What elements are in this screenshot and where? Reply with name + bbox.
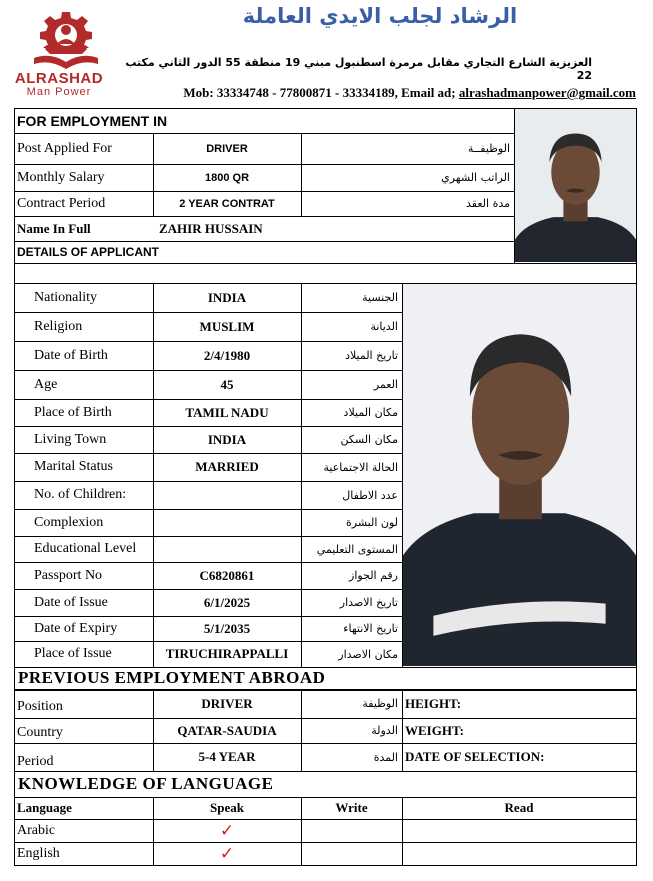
- prev-position-label-arabic: الوظيفة: [362, 697, 398, 710]
- contract-period-label: Contract Period: [17, 195, 106, 211]
- complexion-label: Complexion: [34, 514, 104, 530]
- prev-country-label: Country: [17, 725, 63, 740]
- date-of-expiry-value: 5/1/2035: [203, 620, 251, 636]
- post-applied-label: Post Applied For: [17, 140, 112, 156]
- section-details-title: DETAILS OF APPLICANT: [17, 245, 159, 259]
- place-of-issue-label-arabic: مكان الاصدار: [338, 647, 398, 661]
- english-read-value: [402, 842, 636, 865]
- place-of-birth-label-arabic: مكان الميلاد: [343, 406, 398, 419]
- height-label: HEIGHT:: [405, 695, 462, 711]
- arabic-write-value: [301, 819, 402, 842]
- religion-label: Religion: [34, 318, 83, 334]
- date-of-issue-label: Date of Issue: [34, 594, 108, 610]
- date-of-birth-label: Date of Birth: [34, 347, 108, 363]
- contract-period-label-arabic: مدة العقد: [466, 197, 510, 210]
- prev-period-label-arabic: المدة: [373, 750, 398, 764]
- prev-period-value: 5-4 YEAR: [198, 749, 256, 764]
- full-name-value: ZAHIR HUSSAIN: [159, 220, 263, 236]
- date-of-issue-label-arabic: تاريخ الاصدار: [339, 596, 398, 609]
- full-name-label: Name In Full: [17, 220, 91, 236]
- passport-no-value: C6820861: [199, 567, 255, 583]
- living-town-value: INDIA: [207, 431, 247, 447]
- language-english-label: English: [17, 845, 60, 861]
- date-of-selection-label: DATE OF SELECTION:: [405, 749, 545, 764]
- marital-status-label: Marital Status: [34, 459, 113, 474]
- nationality-value: INDIA: [207, 289, 247, 305]
- age-value: 45: [220, 376, 234, 392]
- marital-status-label-arabic: الحالة الاجتماعية: [323, 460, 398, 474]
- prev-position-label: Position: [17, 699, 63, 714]
- living-town-label-arabic: مكان السكن: [340, 433, 398, 446]
- place-of-issue-value: TIRUCHIRAPPALLI: [165, 646, 289, 661]
- place-of-issue-label: Place of Issue: [34, 646, 112, 661]
- passport-no-label: Passport No: [34, 567, 103, 583]
- living-town-label: Living Town: [34, 431, 107, 447]
- nationality-label: Nationality: [34, 289, 97, 305]
- children-label-arabic: عدد الاطفال: [342, 488, 398, 502]
- applicant-portrait-icon: [515, 109, 636, 262]
- read-col-header: Read: [504, 800, 534, 815]
- education-label-arabic: المستوى التعليمي: [316, 542, 398, 556]
- children-value: [153, 481, 301, 509]
- contact-phones: Mob: 33334748 - 77800871 - 33334189, Email ad;: [183, 85, 459, 100]
- speak-col-header: Speak: [210, 800, 244, 815]
- monthly-salary-label: Monthly Salary: [17, 169, 105, 185]
- date-of-expiry-label: Date of Expiry: [34, 620, 118, 636]
- section-previous-title: PREVIOUS EMPLOYMENT ABROAD: [18, 668, 326, 687]
- nationality-label-arabic: الجنسية: [362, 291, 398, 304]
- passport-no-label-arabic: رقم الجواز: [349, 569, 398, 582]
- prev-country-value: QATAR-SAUDIA: [177, 722, 277, 738]
- english-write-value: [301, 842, 402, 865]
- contact-email[interactable]: alrashadmanpower@gmail.com: [458, 85, 636, 100]
- english-speak-check-icon: ✓: [219, 843, 235, 863]
- complexion-label-arabic: لون البشرة: [346, 516, 398, 529]
- contact-line: [120, 85, 636, 101]
- age-label-arabic: العمر: [373, 378, 398, 391]
- applicant-full-portrait-icon: [403, 284, 636, 666]
- monthly-salary-value: 1800 QR: [204, 171, 250, 184]
- post-applied-value: DRIVER: [206, 142, 248, 155]
- complexion-value: [153, 509, 301, 536]
- write-col-header: Write: [335, 800, 368, 815]
- section-language-title: KNOWLEDGE OF LANGUAGE: [18, 774, 274, 793]
- religion-label-arabic: الديانة: [370, 320, 398, 333]
- children-label: No. of Children:: [34, 487, 127, 502]
- prev-country-label-arabic: الدولة: [371, 724, 398, 737]
- language-arabic-label: Arabic: [17, 822, 56, 838]
- contract-period-value: 2 YEAR CONTRAT: [179, 197, 275, 210]
- monthly-salary-label-arabic: الراتب الشهري: [441, 171, 510, 184]
- applicant-photo-small: [515, 109, 636, 262]
- religion-value: MUSLIM: [199, 318, 255, 334]
- prev-position-value: DRIVER: [201, 695, 253, 711]
- date-of-birth-label-arabic: تاريخ الميلاد: [345, 349, 398, 362]
- weight-label: WEIGHT:: [405, 722, 464, 738]
- logo-subtitle: Man Power: [26, 86, 92, 98]
- age-label: Age: [34, 376, 58, 392]
- post-applied-label-arabic: الوظيفــة: [467, 142, 510, 155]
- arabic-read-value: [402, 819, 636, 842]
- applicant-photo-large: [403, 284, 636, 666]
- place-of-birth-value: TAMIL NADU: [185, 404, 269, 420]
- arabic-speak-check-icon: ✓: [219, 820, 235, 840]
- marital-status-value: MARRIED: [195, 459, 259, 474]
- date-of-expiry-label-arabic: تاريخ الانتهاء: [343, 622, 398, 635]
- place-of-birth-label: Place of Birth: [34, 404, 112, 420]
- education-label: Educational Level: [34, 541, 137, 556]
- company-title-arabic: الرشاد لجلب الايدي العاملة: [242, 4, 518, 28]
- section-employment-title: FOR EMPLOYMENT IN: [17, 112, 168, 129]
- company-address-arabic: العزيزية الشارع التجاري مقابل مرمرة اسطنبول مبني 19 منطقة 55 الدور الثاني مكتب 22: [125, 56, 592, 82]
- logo-name: ALRASHAD: [14, 70, 104, 87]
- prev-period-label: Period: [17, 754, 54, 769]
- application-form: [14, 108, 637, 866]
- education-value: [153, 536, 301, 562]
- date-of-issue-value: 6/1/2025: [203, 594, 251, 610]
- date-of-birth-value: 2/4/1980: [203, 347, 251, 363]
- language-col-header: Language: [17, 800, 72, 815]
